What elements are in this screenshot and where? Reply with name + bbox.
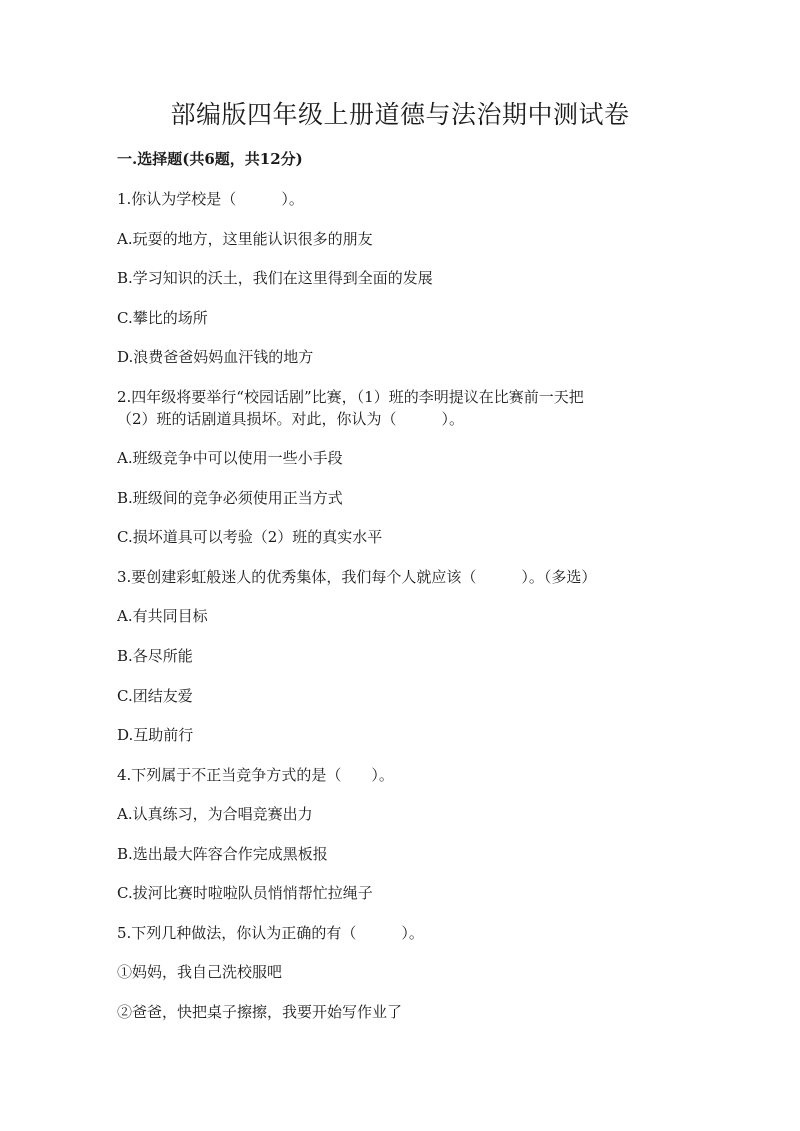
- section-heading: 一.选择题(共6题，共12分): [117, 150, 303, 168]
- q4-option-a: A.认真练习，为合唱竞赛出力: [117, 805, 313, 823]
- q4-option-c: C.拔河比赛时啦啦队员悄悄帮忙拉绳子: [117, 884, 373, 902]
- q1-option-c: C.攀比的场所: [117, 309, 208, 327]
- question-1: 1.你认为学校是（ ）。: [117, 190, 304, 208]
- q3-option-d: D.互助前行: [117, 726, 194, 744]
- question-2-line-2: （2）班的话剧道具损坏。对此，你认为（ ）。: [117, 410, 465, 428]
- exam-title: 部编版四年级上册道德与法治期中测试卷: [170, 100, 630, 129]
- q2-option-c: C.损坏道具可以考验（2）班的真实水平: [117, 528, 383, 546]
- question-5: 5.下列几种做法，你认为正确的有（ ）。: [117, 924, 424, 942]
- q1-option-d: D.浪费爸爸妈妈血汗钱的地方: [117, 348, 314, 366]
- q2-option-a: A.班级竞争中可以使用一些小手段: [117, 449, 343, 467]
- q1-option-a: A.玩耍的地方，这里能认识很多的朋友: [117, 230, 373, 248]
- q2-option-b: B.班级间的竞争必须使用正当方式: [117, 489, 343, 507]
- question-4: 4.下列属于不正当竞争方式的是（ ）。: [117, 766, 394, 784]
- q3-option-c: C.团结友爱: [117, 687, 193, 705]
- q5-item-2: ②爸爸，快把桌子擦擦，我要开始写作业了: [117, 1003, 403, 1021]
- q4-option-b: B.选出最大阵容合作完成黑板报: [117, 845, 328, 863]
- q5-item-1: ①妈妈，我自己洗校服吧: [117, 963, 283, 981]
- q3-option-b: B.各尽所能: [117, 647, 193, 665]
- q3-option-a: A.有共同目标: [117, 607, 208, 625]
- q1-option-b: B.学习知识的沃土，我们在这里得到全面的发展: [117, 269, 433, 287]
- question-2-line-1: 2.四年级将要举行“校园话剧”比赛，（1）班的李明提议在比赛前一天把: [117, 388, 584, 406]
- question-3: 3.要创建彩虹般迷人的优秀集体，我们每个人就应该（ ）。（多选）: [117, 568, 597, 586]
